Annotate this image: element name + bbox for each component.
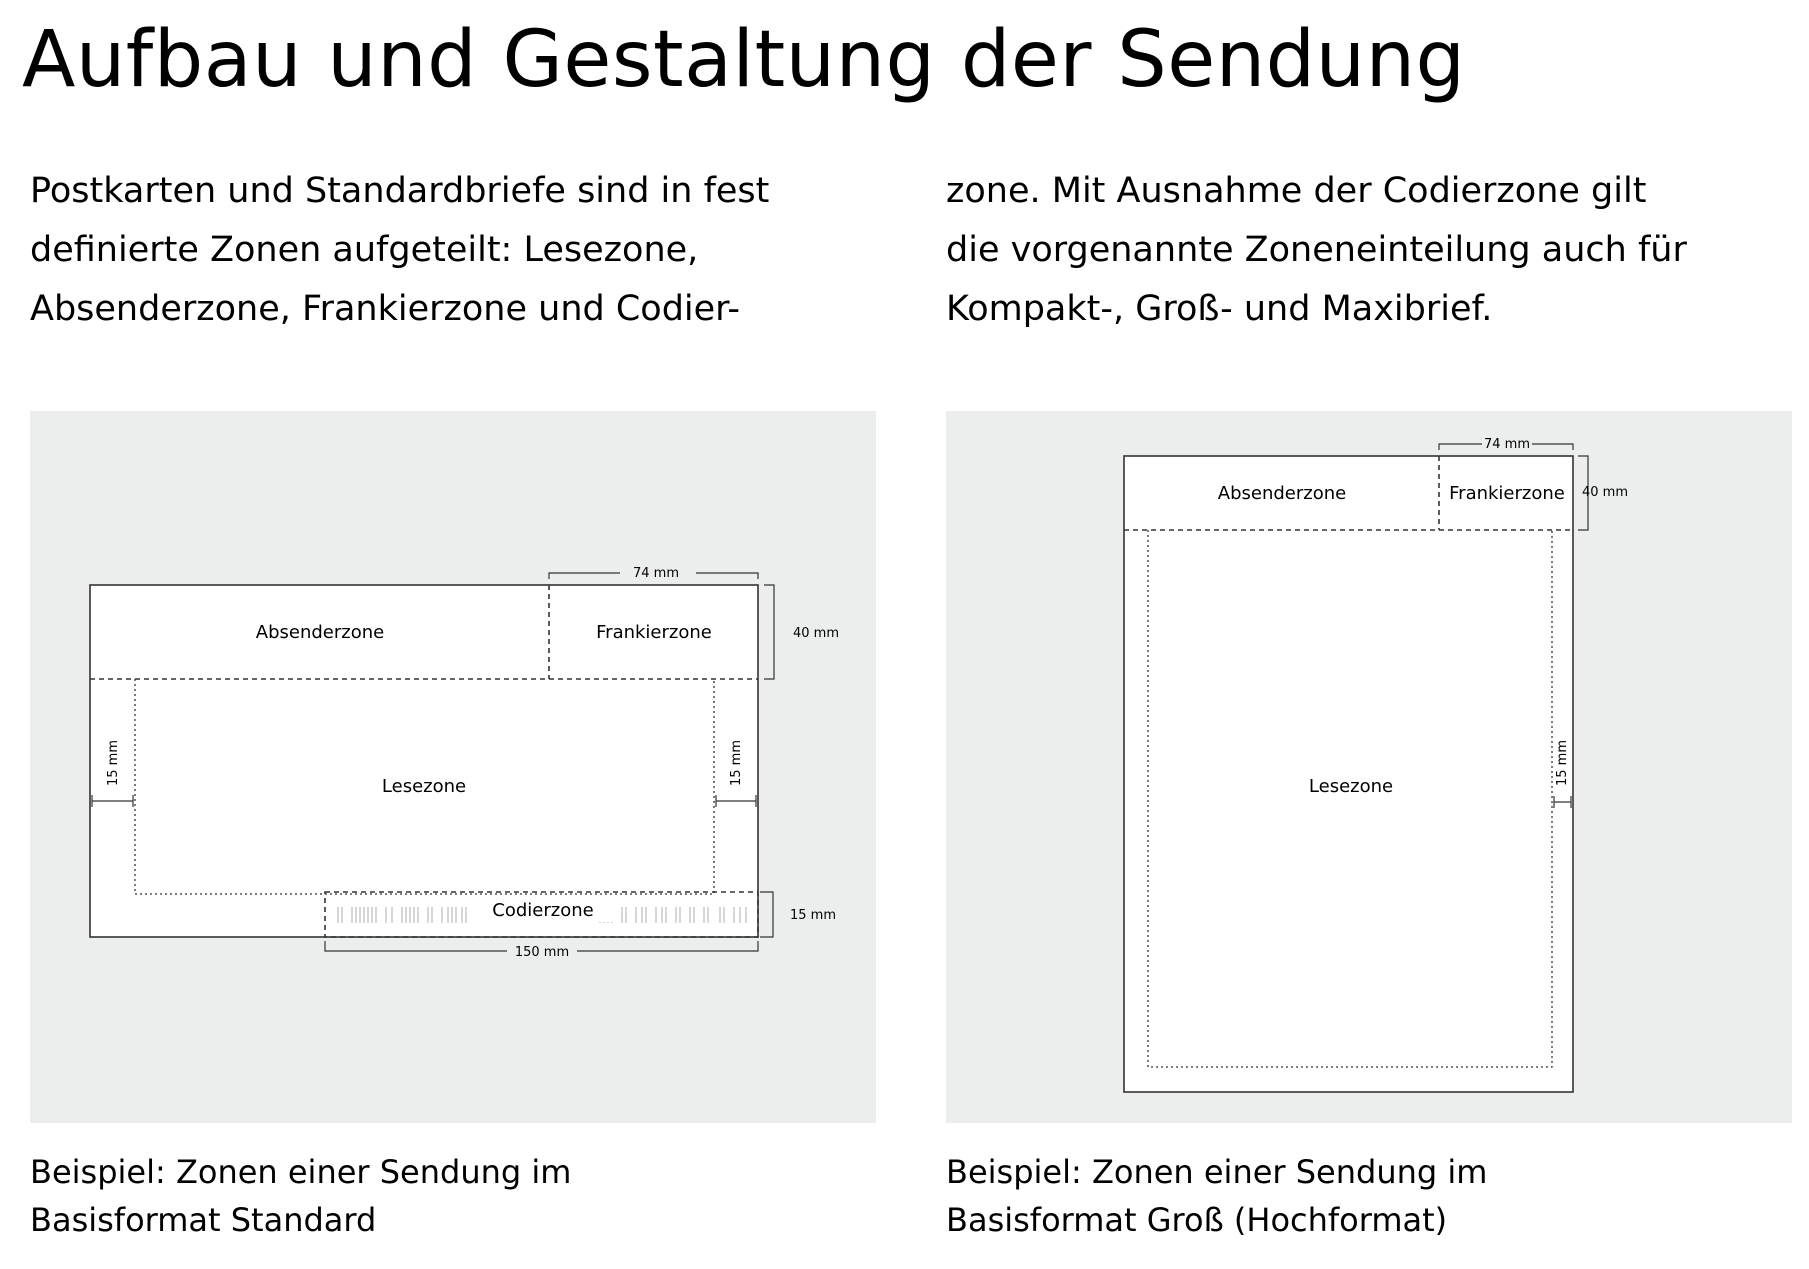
page-title: Aufbau und Gestaltung der Sendung — [22, 15, 1466, 105]
dim-40mm-line — [764, 585, 774, 679]
diagram-standard-panel — [30, 411, 876, 1123]
diagram-gross — [946, 411, 1792, 1123]
intro-text-left — [30, 162, 769, 339]
absenderzone-label: Absenderzone — [255, 622, 385, 643]
lesezone-label: Lesezone — [1308, 776, 1394, 797]
frankierzone-label: Frankierzone — [1449, 483, 1565, 504]
intro-line: Kompakt-, Groß- und Maxibrief. — [946, 289, 1493, 329]
intro-line: Absenderzone, Frankierzone und Codier- — [30, 289, 740, 329]
caption-line: Basisformat Groß (Hochformat) — [946, 1201, 1448, 1239]
dim-15mm-left-label: 15 mm — [106, 739, 121, 787]
intro-line: zone. Mit Ausnahme der Codierzone gilt — [946, 171, 1647, 211]
lesezone-label: Lesezone — [381, 776, 467, 797]
caption-line: Beispiel: Zonen einer Sendung im — [946, 1153, 1488, 1191]
absenderzone-label: Absenderzone — [1217, 483, 1347, 504]
intro-line: definierte Zonen aufgeteilt: Lesezone, — [30, 230, 699, 270]
letter-outline — [1124, 456, 1573, 1092]
codierzone-label: Codierzone — [492, 900, 594, 921]
caption-standard — [30, 1148, 571, 1244]
dim-15mm-codier-label: 15 mm — [790, 908, 837, 923]
intro-text-right — [946, 162, 1687, 339]
diagram-standard — [30, 411, 876, 1123]
intro-line: Postkarten und Standardbriefe sind in fest — [30, 171, 770, 211]
dim-15mm-right-label: 15 mm — [1555, 739, 1570, 787]
dim-150mm-label: 150 mm — [514, 945, 570, 960]
dim-15mm-codier-line — [760, 892, 773, 937]
dim-74mm-label: 74 mm — [632, 566, 680, 581]
caption-line: Basisformat Standard — [30, 1201, 377, 1239]
dim-40mm-label: 40 mm — [1582, 485, 1629, 500]
caption-gross — [946, 1148, 1487, 1244]
caption-line: Beispiel: Zonen einer Sendung im — [30, 1153, 572, 1191]
intro-line: die vorgenannte Zoneneinteilung auch für — [946, 230, 1687, 270]
dim-40mm-label: 40 mm — [793, 626, 840, 641]
frankierzone-label: Frankierzone — [596, 622, 712, 643]
dim-74mm-label: 74 mm — [1483, 437, 1531, 452]
dim-15mm-right-label: 15 mm — [729, 739, 744, 787]
diagram-gross-panel — [946, 411, 1792, 1123]
